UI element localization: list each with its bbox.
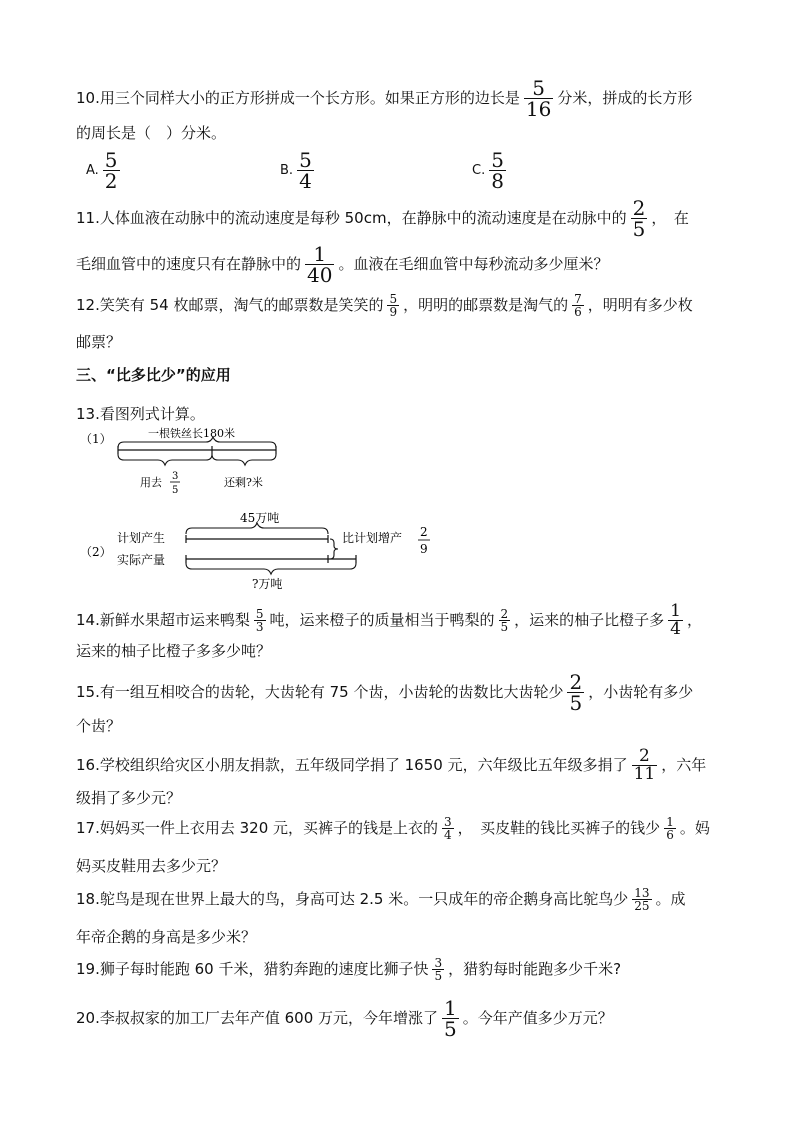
q18-line1: 18.鸵鸟是现在世界上最大的鸟，身高可达 2.5 米。一只成年的帝企鹅身高比鸵鸟少 $\frac{13}{25}$ 。成	[76, 886, 686, 913]
q12-line1: 12.笑笑有 54 枚邮票，淘气的邮票数是笑笑的 $\frac{5}{9}$ ，明明的邮票数是淘气的 $\frac{7}{6}$ ，明明有多少枚	[76, 292, 693, 319]
q10-option-b[interactable]: B. $\frac{5}{4}$	[280, 148, 312, 193]
q10-option-c[interactable]: C. $\frac{5}{8}$	[472, 148, 504, 193]
q18-fraction: $\frac{13}{25}$	[634, 886, 650, 913]
q13-diagram-1	[80, 424, 300, 504]
q15-fraction: $\frac{2}{5}$	[569, 670, 583, 715]
q14-fraction-3: $\frac{1}{4}$	[670, 601, 681, 639]
d2-more-den: 9	[420, 542, 428, 556]
q13-title: 13.看图列式计算。	[76, 405, 205, 423]
q15-line1: 15.有一组互相咬合的齿轮，大齿轮有 75 个齿，小齿轮的齿数比大齿轮少 $\frac{2}{5}$ ，小齿轮有多少	[76, 670, 694, 715]
q10-line1	[76, 78, 692, 119]
q20-fraction: $\frac{1}{5}$	[444, 996, 457, 1041]
d1-used-num: 3	[172, 471, 179, 482]
d2-more-num: 2	[420, 525, 428, 539]
d1-remain-brace	[212, 454, 276, 465]
q12-fraction-2: $\frac{7}{6}$	[574, 292, 582, 319]
q11-fraction-2: $\frac{1}{40}$	[307, 242, 333, 287]
q20-line1: 20.李叔叔家的加工厂去年产值 600 万元，今年增涨了 $\frac{1}{5}$ 。今年产值多少万元？	[76, 996, 613, 1041]
q16-line1: 16.学校组织给灾区小朋友捐款，五年级同学捐了 1650 元，六年级比五年级多捐了 $\frac{2}{11}$ ，六年	[76, 746, 707, 784]
q19-fraction: $\frac{3}{5}$	[434, 956, 443, 983]
q10-fraction: $\frac{5}{16}$	[525, 76, 552, 121]
q12-line2: 邮票？	[76, 333, 122, 351]
q15-line2: 个齿？	[76, 717, 122, 735]
q16-line2: 级捐了多少元？	[76, 789, 182, 807]
d2-more-text: 比计划增产	[342, 531, 403, 545]
q10-option-a[interactable]: A. $\frac{5}{2}$	[86, 148, 118, 193]
d1-remain-text: 还剩?米	[224, 476, 263, 489]
d2-label: （2）	[80, 545, 112, 559]
d2-bottom-brace	[186, 563, 356, 574]
q14-line2: 运来的柚子比橙子多多少吨？	[76, 642, 272, 660]
section-3-heading: 三、“比多比少”的应用	[76, 366, 231, 384]
d1-top-text: 一根铁丝长180米	[148, 427, 235, 440]
q16-fraction: $\frac{2}{11}$	[633, 746, 656, 784]
d2-row1: 计划产生	[117, 531, 166, 545]
q17-line2: 妈买皮鞋用去多少元？	[76, 857, 227, 875]
q19-line1: 19.狮子每时能跑 60 千米，猎豹奔跑的速度比狮子快 $\frac{3}{5}$ ，猎豹每时能跑多少千米?	[76, 956, 622, 983]
q13-diagram-2	[80, 506, 440, 592]
q18-line2: 年帝企鹅的身高是多少米？	[76, 928, 257, 946]
d2-row2: 实际产量	[117, 553, 166, 567]
d2-top-text: 45万吨	[240, 511, 280, 525]
q11-fraction-1: $\frac{2}{5}$	[632, 196, 646, 241]
q11-line2: 毛细血管中的速度只有在静脉中的 $\frac{1}{40}$ 。血液在毛细血管中每秒流动多少厘米？	[76, 242, 609, 287]
q17-fraction-2: $\frac{1}{6}$	[666, 815, 674, 842]
q10-text-b: 分米，拼成的长方形	[557, 89, 693, 107]
d2-more-brace	[330, 539, 338, 559]
q17-line1: 17.妈妈买一件上衣用去 320 元，买裤子的钱是上衣的 $\frac{3}{4}$ ， 买皮鞋的钱比买裤子的钱少 $\frac{1}{6}$ 。妈	[76, 815, 710, 842]
d1-label: （1）	[80, 432, 112, 446]
q10-line2: 的周长是（ ）分米。	[76, 124, 227, 142]
q11-line1: 11.人体血液在动脉中的流动速度是每秒 50cm，在静脉中的流动速度是在动脉中的 $\frac{2}{5}$ ， 在	[76, 196, 689, 241]
d1-used-brace	[118, 454, 212, 465]
q17-fraction-1: $\frac{3}{4}$	[444, 815, 452, 842]
q14-fraction-1: $\frac{5}{3}$	[255, 607, 264, 634]
d2-bottom-text: ?万吨	[252, 577, 283, 591]
q10-text-a: 10.用三个同样大小的正方形拼成一个长方形。如果正方形的边长是	[76, 89, 520, 107]
q12-fraction-1: $\frac{5}{9}$	[389, 292, 398, 319]
d1-used-den: 5	[172, 485, 179, 496]
d1-used-text: 用去	[140, 476, 162, 489]
q14-fraction-2: $\frac{2}{5}$	[500, 607, 509, 634]
q14-line1: 14.新鲜水果超市运来鸭梨 $\frac{5}{3}$ 吨，运来橙子的质量相当于鸭梨的 $\frac{2}{5}$ ，运来的柚子比橙子多 $\frac{1}{4}$ ，	[76, 601, 703, 639]
